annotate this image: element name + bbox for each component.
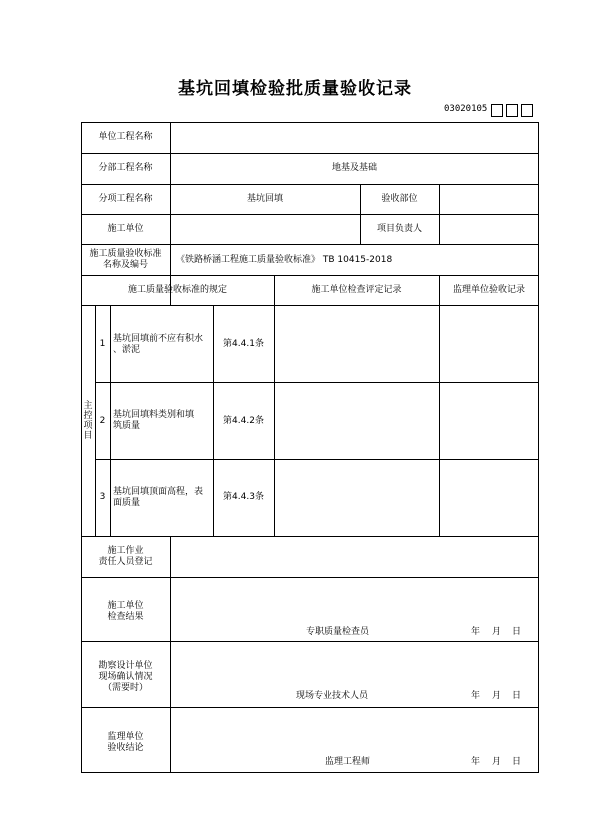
item-2-contractor-record[interactable] (276, 384, 437, 458)
item-2-desc-line1: 基坑回填料类别和填 (113, 410, 195, 420)
design-year: 年 (471, 691, 481, 701)
col-line (274, 275, 275, 536)
unit-project-field[interactable] (172, 124, 538, 152)
design-label-line1: 勘察设计单位 (98, 661, 153, 671)
spec-header: 施工质量验收标准的规定 (127, 285, 227, 295)
item-3-clause: 第4.4.3条 (223, 492, 264, 502)
standard-label-line2: 名称及编号 (102, 260, 148, 270)
item-1-no: 1 (99, 339, 106, 349)
check-year: 年 (471, 627, 481, 637)
page-title: 基坑回填检验批质量验收记录 (178, 79, 412, 99)
form-code: 03020105 (444, 104, 488, 114)
item-3-contractor-record[interactable] (276, 461, 437, 535)
col-line (170, 122, 171, 305)
row-line (81, 275, 539, 276)
item-1-desc-line2: 、淤泥 (113, 345, 141, 355)
design-label-line2: 现场确认情况 (98, 672, 153, 682)
item-3-desc-line1: 基坑回填顶面高程，表 (113, 487, 204, 497)
item-2-supervisor-record[interactable] (441, 384, 537, 458)
row-line (81, 707, 539, 708)
row-line (81, 244, 539, 245)
item-1-supervisor-record[interactable] (441, 307, 537, 381)
contractor-record-header: 施工单位检查评定记录 (311, 285, 402, 295)
supervise-month: 月 (492, 757, 502, 767)
supervise-label-line2: 验收结论 (107, 743, 144, 753)
item-2-clause: 第4.4.2条 (223, 416, 264, 426)
sub-project-value[interactable]: 地基及基础 (331, 163, 377, 173)
inspection-part-label: 验收部位 (381, 194, 418, 204)
supervise-day: 日 (512, 757, 522, 767)
check-month: 月 (492, 627, 502, 637)
row-line (81, 184, 539, 185)
contractor-field[interactable] (172, 216, 359, 243)
supervise-signer: 监理工程师 (325, 757, 371, 767)
code-box-2[interactable] (506, 104, 518, 117)
row-line (95, 459, 539, 460)
item-1-contractor-record[interactable] (276, 307, 437, 381)
inspection-part-field[interactable] (441, 186, 537, 213)
item-2-no: 2 (99, 416, 106, 426)
item-3-desc-line2: 面质量 (113, 498, 141, 508)
supervise-field[interactable] (172, 709, 538, 751)
col-line (439, 275, 440, 536)
supervise-label-line1: 监理单位 (107, 732, 144, 742)
check-day: 日 (512, 627, 522, 637)
unit-project-label: 单位工程名称 (98, 132, 153, 142)
crew-field[interactable] (172, 538, 538, 576)
item-1-clause: 第4.4.1条 (223, 339, 264, 349)
crew-label-line2: 责任人员登记 (98, 557, 153, 567)
row-line (81, 577, 539, 578)
standard-label-line1: 施工质量验收标准 (89, 249, 162, 259)
check-signer: 专职质量检查员 (306, 627, 370, 637)
project-manager-field[interactable] (441, 216, 537, 243)
check-label-line2: 检查结果 (107, 612, 144, 622)
crew-label-line1: 施工作业 (107, 546, 144, 556)
supervise-year: 年 (471, 757, 481, 767)
sub-project-label: 分部工程名称 (98, 163, 153, 173)
design-signer: 现场专业技术人员 (296, 691, 369, 701)
col-line (170, 536, 171, 773)
item-project-label: 分项工程名称 (98, 194, 153, 204)
design-day: 日 (512, 691, 522, 701)
contractor-label: 施工单位 (107, 224, 144, 234)
design-month: 月 (492, 691, 502, 701)
code-box-3[interactable] (521, 104, 533, 117)
design-field[interactable] (172, 643, 538, 685)
item-project-value[interactable]: 基坑回填 (246, 194, 283, 204)
row-line (95, 382, 539, 383)
design-label-line3: （需要时） (102, 683, 148, 693)
project-manager-label: 项目负责人 (376, 224, 422, 234)
item-3-supervisor-record[interactable] (441, 461, 537, 535)
row-line (81, 641, 539, 642)
item-2-desc-line2: 筑质量 (113, 421, 141, 431)
row-line (81, 214, 539, 215)
standard-value: 《铁路桥涵工程施工质量验收标准》 TB 10415-2018 (176, 255, 393, 265)
item-3-no: 3 (99, 492, 106, 502)
check-field[interactable] (172, 579, 538, 619)
supervisor-record-header: 监理单位验收记录 (452, 285, 525, 295)
check-label-line1: 施工单位 (107, 601, 144, 611)
code-box-1[interactable] (491, 104, 503, 117)
main-items-label: 主控项目 (83, 401, 93, 441)
col-line (439, 184, 440, 245)
col-line (110, 305, 111, 536)
row-line (81, 536, 539, 537)
row-line (81, 153, 539, 154)
row-line (81, 305, 539, 306)
item-1-desc-line1: 基坑回填前不应有积水 (113, 334, 204, 344)
